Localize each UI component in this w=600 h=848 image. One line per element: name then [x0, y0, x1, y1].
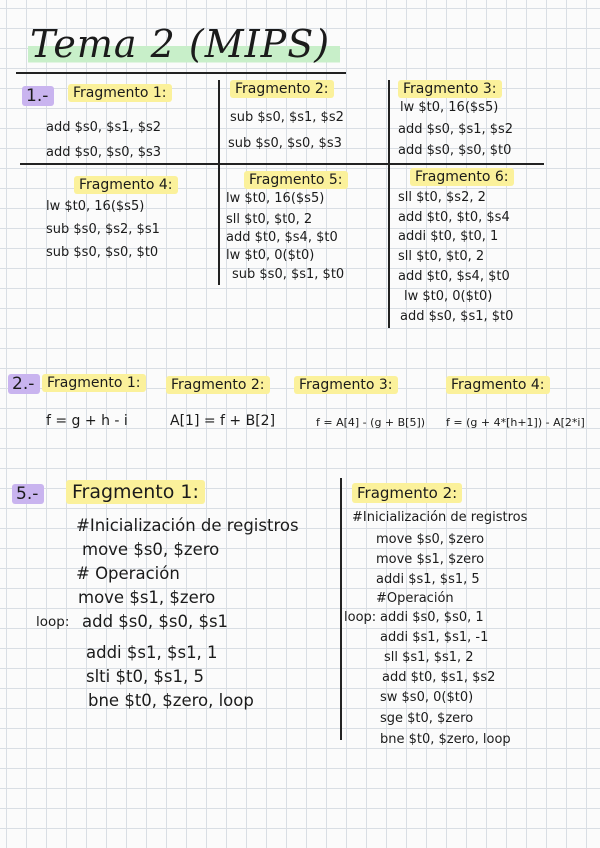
s5-f2-line-6: addi $s0, $s0, 1: [380, 610, 484, 625]
section-1-vertical-divider-left: [218, 80, 220, 285]
s5-f1-line-4: move $s1, $zero: [78, 588, 216, 607]
s1-fragment-5-line-2: sll $t0, $t0, 2: [226, 212, 313, 227]
s5-f2-line-1: #Inicialización de registros: [352, 510, 528, 525]
s5-f2-line-12: bne $t0, $zero, loop: [380, 732, 511, 747]
s1-fragment-3-line-3: add $s0, $s0, $t0: [398, 143, 512, 158]
s1-fragment-1-line-2: add $s0, $s0, $s3: [46, 145, 162, 160]
s1-fragment-3-line-2: add $s0, $s1, $s2: [398, 122, 514, 137]
s5-f1-line-7: slti $t0, $s1, 5: [86, 667, 205, 686]
s1-fragment-6-line-7: add $s0, $s1, $t0: [400, 309, 514, 324]
s2-fragment-3-formula: f = A[4] - (g + B[5]): [316, 416, 426, 429]
s5-f1-line-3: # Operación: [76, 564, 180, 583]
s5-f2-line-3: move $s1, $zero: [376, 552, 485, 567]
s1-fragment-5-label: Fragmento 5:: [244, 171, 348, 189]
s5-f2-line-2: move $s0, $zero: [376, 532, 485, 547]
s1-fragment-6-line-4: sll $t0, $t0, 2: [398, 249, 485, 264]
s5-f2-line-4: addi $s1, $s1, 5: [376, 572, 480, 587]
s1-fragment-3-label: Fragmento 3:: [398, 80, 502, 98]
s1-fragment-6-line-2: add $t0, $t0, $s4: [398, 210, 510, 225]
s2-fragment-2-formula: A[1] = f + B[2]: [170, 413, 276, 429]
s5-f1-line-2: move $s0, $zero: [82, 540, 220, 559]
s1-fragment-5-line-4: lw $t0, 0($t0): [226, 248, 315, 263]
section-5-vertical-divider: [340, 478, 342, 740]
s1-fragment-4-line-1: lw $t0, 16($s5): [46, 199, 145, 214]
s1-fragment-6-line-5: add $t0, $s4, $t0: [398, 269, 510, 284]
s2-fragment-3-label: Fragmento 3:: [294, 376, 398, 394]
s1-fragment-4-line-2: sub $s0, $s2, $s1: [46, 222, 160, 237]
s5-f2-line-9: add $t0, $s1, $s2: [382, 670, 496, 685]
s1-fragment-4-label: Fragmento 4:: [74, 176, 178, 194]
s2-fragment-4-formula: f = (g + 4*[h+1]) - A[2*i]: [446, 416, 585, 429]
section-2-number: 2.-: [8, 374, 40, 394]
section-1-number: 1.-: [22, 86, 54, 106]
s1-fragment-6-label: Fragmento 6:: [410, 168, 514, 186]
s1-fragment-6-line-3: addi $t0, $t0, 1: [398, 229, 499, 244]
s5-f1-line-1: #Inicialización de registros: [76, 516, 299, 535]
s2-fragment-1-formula: f = g + h - i: [46, 413, 128, 429]
s5-f2-line-7: addi $s1, $s1, -1: [380, 630, 489, 645]
section-5-number: 5.-: [12, 484, 44, 504]
s1-fragment-3-line-1: lw $t0, 16($s5): [400, 100, 499, 115]
s1-fragment-5-line-1: lw $t0, 16($s5): [226, 191, 325, 206]
section-1-horizontal-divider: [20, 163, 544, 165]
s5-fragment-1-label: Fragmento 1:: [66, 480, 205, 504]
s5-f2-loop-tag: loop:: [344, 610, 377, 625]
s5-f1-line-6: addi $s1, $s1, 1: [86, 643, 218, 662]
s5-f2-line-5: #Operación: [376, 591, 454, 606]
s5-f1-loop-tag: loop:: [36, 614, 70, 630]
section-1-vertical-divider-right: [388, 80, 390, 328]
s1-fragment-2-label: Fragmento 2:: [230, 80, 334, 98]
s1-fragment-6-line-6: lw $t0, 0($t0): [404, 289, 493, 304]
s2-fragment-1-label: Fragmento 1:: [42, 374, 146, 392]
s2-fragment-2-label: Fragmento 2:: [166, 376, 270, 394]
s5-f2-line-11: sge $t0, $zero: [380, 711, 474, 726]
s1-fragment-6-line-1: sll $t0, $s2, 2: [398, 190, 486, 205]
s1-fragment-1-label: Fragmento 1:: [68, 84, 172, 102]
s1-fragment-2-line-1: sub $s0, $s1, $s2: [230, 110, 344, 125]
s1-fragment-5-line-3: add $t0, $s4, $t0: [226, 230, 338, 245]
s5-f1-line-5: add $s0, $s0, $s1: [82, 612, 229, 631]
title-underline: [16, 72, 346, 74]
s5-f2-line-8: sll $s1, $s1, 2: [384, 650, 474, 665]
s1-fragment-2-line-2: sub $s0, $s0, $s3: [228, 136, 342, 151]
s1-fragment-1-line-1: add $s0, $s1, $s2: [46, 120, 162, 135]
s1-fragment-4-line-3: sub $s0, $s0, $t0: [46, 245, 159, 260]
s1-fragment-5-line-5: sub $s0, $s1, $t0: [232, 267, 345, 282]
s5-f1-line-8: bne $t0, $zero, loop: [88, 691, 254, 710]
page-title: Tema 2 (MIPS): [28, 22, 340, 66]
s5-f2-line-10: sw $s0, 0($t0): [380, 690, 474, 705]
s5-fragment-2-label: Fragmento 2:: [352, 483, 462, 503]
s2-fragment-4-label: Fragmento 4:: [446, 376, 550, 394]
